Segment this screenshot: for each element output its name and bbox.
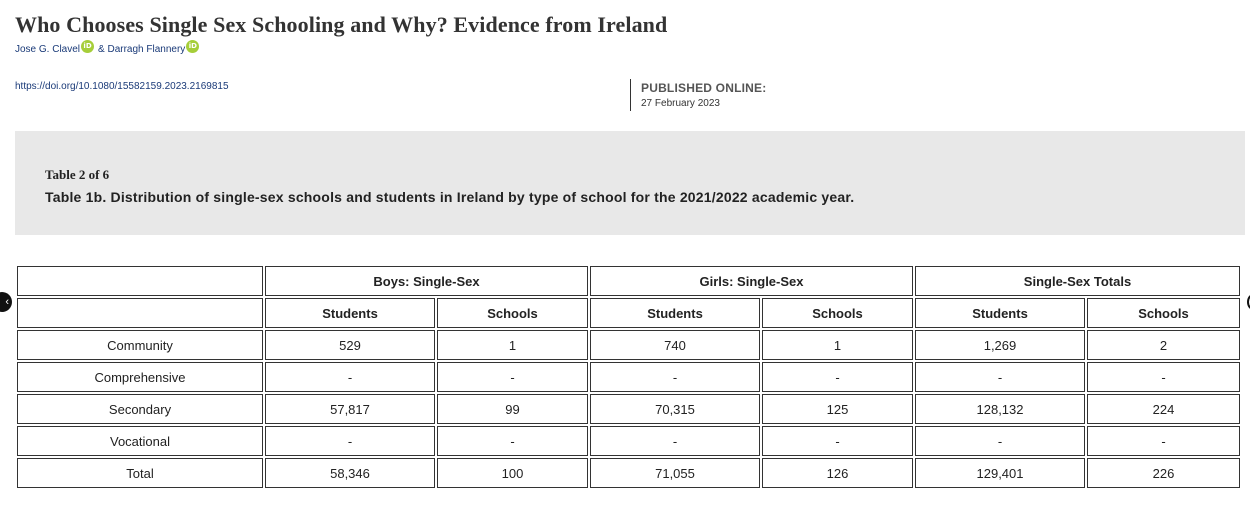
column-header: Students [915, 298, 1085, 328]
row-label: Total [17, 458, 263, 488]
table-cell: - [762, 426, 913, 456]
table-row [17, 362, 1240, 392]
row-label: Secondary [17, 394, 263, 424]
table-cell: - [437, 362, 588, 392]
row-label: Community [17, 330, 263, 360]
table-cell: 57,817 [265, 394, 435, 424]
group-header: Single-Sex Totals [915, 266, 1240, 296]
table-cell: 70,315 [590, 394, 760, 424]
table-cell: 71,055 [590, 458, 760, 488]
table-cell: - [265, 362, 435, 392]
header-empty-cell [17, 266, 263, 296]
column-header: Schools [437, 298, 588, 328]
group-header: Boys: Single-Sex [265, 266, 588, 296]
table-cell: 226 [1087, 458, 1240, 488]
table-cell: 529 [265, 330, 435, 360]
data-table [15, 264, 1242, 490]
table-cell: - [762, 362, 913, 392]
table-caption: Table 1b. Distribution of single-sex schools and students in Ireland by type of school for the 2021/2022 academic year. [45, 189, 855, 205]
table-cell: 99 [437, 394, 588, 424]
group-header: Girls: Single-Sex [590, 266, 913, 296]
author-link[interactable]: Jose G. Clavel [15, 44, 81, 55]
doi-link[interactable]: https://doi.org/10.1080/15582159.2023.2169815 [15, 81, 229, 92]
table-cell: 126 [762, 458, 913, 488]
column-header: Schools [1087, 298, 1240, 328]
author-list [15, 40, 203, 59]
table-cell: - [265, 426, 435, 456]
table-cell: 1 [437, 330, 588, 360]
row-label: Comprehensive [17, 362, 263, 392]
author-separator: & [98, 44, 105, 55]
chevron-left-icon[interactable]: ‹ [0, 292, 12, 312]
table-cell: 1 [762, 330, 913, 360]
table-cell: 100 [437, 458, 588, 488]
table-cell: 2 [1087, 330, 1240, 360]
table-cell: - [1087, 362, 1240, 392]
table-total-row [17, 458, 1240, 488]
header-empty-cell [17, 298, 263, 328]
table-cell: 129,401 [915, 458, 1085, 488]
table-group-header-row [17, 266, 1240, 296]
table-subheader-row [17, 298, 1240, 328]
table-row [17, 426, 1240, 456]
table-cell: 1,269 [915, 330, 1085, 360]
table-cell: 125 [762, 394, 913, 424]
table-row [17, 394, 1240, 424]
orcid-icon[interactable]: iD [81, 40, 94, 53]
published-info [630, 79, 766, 111]
table-cell: 224 [1087, 394, 1240, 424]
column-header: Students [265, 298, 435, 328]
table-number: Table 2 of 6 [45, 167, 110, 182]
article-title: Who Chooses Single Sex Schooling and Why? Evidence from Ireland [15, 12, 668, 37]
table-cell: - [915, 426, 1085, 456]
author-link[interactable]: Darragh Flannery [107, 44, 186, 55]
table-cell: - [437, 426, 588, 456]
table-cell: 740 [590, 330, 760, 360]
table-caption-panel [15, 131, 1245, 235]
column-header: Students [590, 298, 760, 328]
table-cell: - [1087, 426, 1240, 456]
table-row [17, 330, 1240, 360]
table-cell: - [590, 426, 760, 456]
row-label: Vocational [17, 426, 263, 456]
table-cell: 58,346 [265, 458, 435, 488]
column-header: Schools [762, 298, 913, 328]
table-cell: - [590, 362, 760, 392]
published-date: 27 February 2023 [641, 98, 720, 109]
published-label: PUBLISHED ONLINE: [641, 81, 767, 95]
orcid-icon[interactable]: iD [186, 40, 199, 53]
table-cell: 128,132 [915, 394, 1085, 424]
table-cell: - [915, 362, 1085, 392]
